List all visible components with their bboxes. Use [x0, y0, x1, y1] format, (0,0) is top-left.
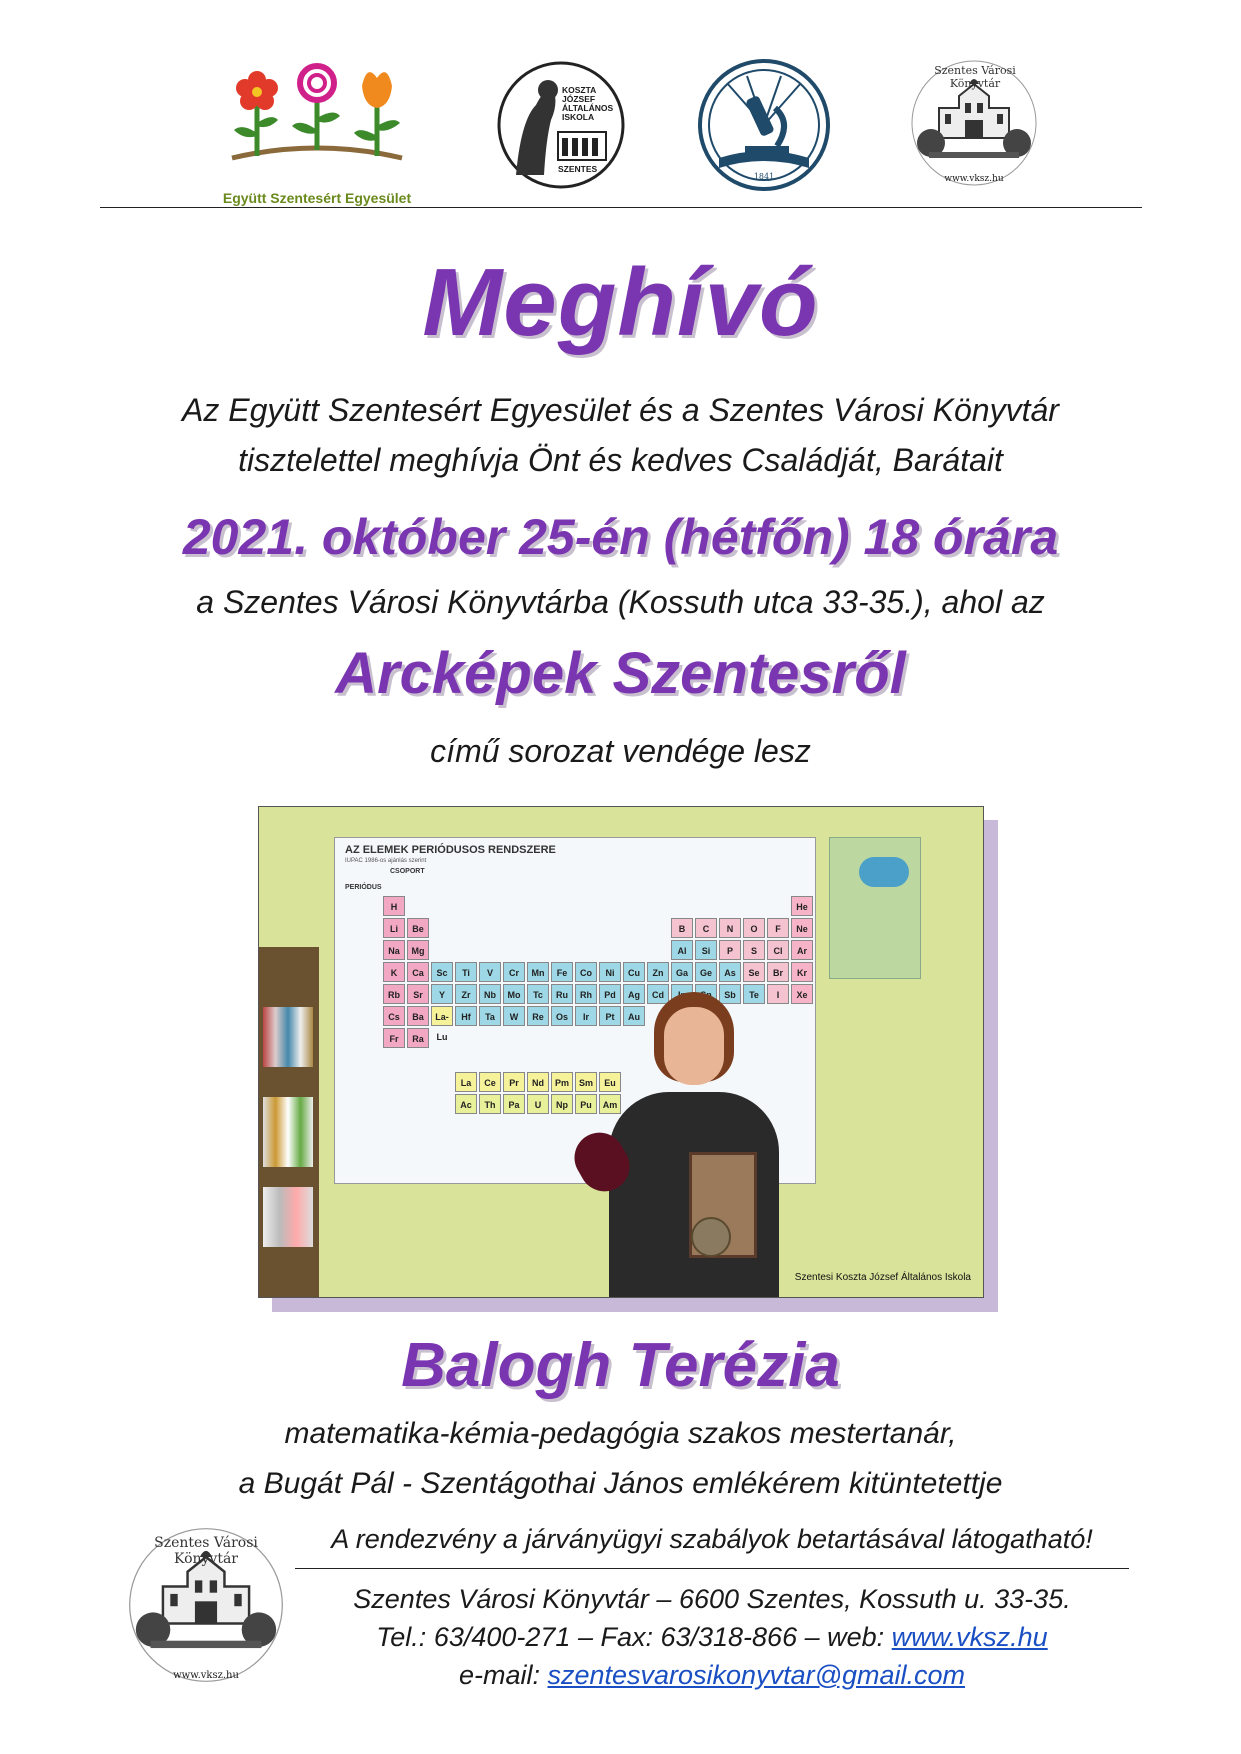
books-row-3 [263, 1187, 313, 1247]
event-venue: a Szentes Városi Könyvtárba (Kossuth utca 33-35.), ahol az [196, 584, 1045, 620]
element-cell: Rh [575, 984, 597, 1004]
element-cell: Pr [503, 1072, 525, 1092]
element-cell: Li [383, 918, 405, 938]
poster-water [859, 857, 909, 887]
group-label: CSOPORT [390, 868, 425, 875]
element-cell: Np [551, 1094, 573, 1114]
element-cell: F [767, 918, 789, 938]
element-cell: Pa [503, 1094, 525, 1114]
element-cell: Kr [791, 962, 813, 982]
element-cell: Sr [407, 984, 429, 1004]
element-cell: Ag [623, 984, 645, 1004]
element-cell: Nb [479, 984, 501, 1004]
element-cell: Pt [599, 1006, 621, 1026]
element-cell: P [719, 940, 741, 960]
guest-desc-1: matematika-kémia-pedagógia szakos mestertanár, [284, 1417, 957, 1450]
medal-icon [691, 1217, 731, 1257]
library-web-text: www.vksz.hu [944, 174, 1004, 184]
element-cell: Ne [791, 918, 813, 938]
koszta-line-1: KOSZTA [562, 85, 597, 95]
element-cell: Pd [599, 984, 621, 1004]
element-cell: Ru [551, 984, 573, 1004]
element-cell: N [719, 918, 741, 938]
element-cell: La [455, 1072, 477, 1092]
element-cell: Ar [791, 940, 813, 960]
footer-library-arc: Szentes Városi Könyvtár [154, 1535, 258, 1567]
footer-address: Szentes Városi Könyvtár – 6600 Szentes, Kossuth u. 33-35. [353, 1584, 1071, 1614]
element-cell: Ce [479, 1072, 501, 1092]
element-cell: Ra [407, 1028, 429, 1048]
element-cell: Hf [455, 1006, 477, 1026]
element-cell: Mg [407, 940, 429, 960]
element-cell: Tc [527, 984, 549, 1004]
element-cell: Os [551, 1006, 573, 1026]
element-cell: Zn [647, 962, 669, 982]
library-logo [909, 58, 1039, 198]
element-cell: Fe [551, 962, 573, 982]
koszta-line-2: JÓZSEF [562, 94, 596, 104]
guest-photo [258, 806, 984, 1298]
element-cell: Fr [383, 1028, 405, 1048]
element-cell: Ti [455, 962, 477, 982]
element-cell: Mn [527, 962, 549, 982]
koszta-text [562, 86, 613, 122]
element-cell: Na [383, 940, 405, 960]
element-cell: H [383, 896, 405, 916]
element-cell: Te [743, 984, 765, 1004]
element-cell: W [503, 1006, 525, 1026]
footer-email-line [295, 1660, 1129, 1691]
element-cell: Sm [575, 1072, 597, 1092]
element-cell: Cu [623, 962, 645, 982]
element-cell: Al [671, 940, 693, 960]
books-row-2 [263, 1097, 313, 1167]
event-date: 2021. október 25-én (hétfőn) 18 órára [182, 509, 1059, 565]
guest-face [664, 1007, 724, 1085]
guest-desc-2: a Bugát Pál - Szentágothai János emlékérem kitüntetettje [238, 1467, 1003, 1500]
element-cell: Au [623, 1006, 645, 1026]
element-cell: I [767, 984, 789, 1004]
egyutt-szentesert-logo [212, 58, 422, 206]
element-cell: Si [695, 940, 717, 960]
element-cell: Co [575, 962, 597, 982]
element-cell: C [695, 918, 717, 938]
email-link[interactable]: szentesvarosikonyvtar@gmail.com [547, 1660, 966, 1690]
koszta-school-logo [496, 60, 626, 190]
series-title: Arcképek Szentesről [335, 641, 906, 706]
element-cell: Rb [383, 984, 405, 1004]
footer-divider [295, 1568, 1129, 1569]
element-cell: Cd [647, 984, 669, 1004]
element-cell: S [743, 940, 765, 960]
logo-row [0, 50, 1241, 206]
health-notice: A rendezvény a járványügyi szabályok betartásával látogatható! [331, 1524, 1093, 1554]
element-cell: Am [599, 1094, 621, 1114]
element-cell: Ni [599, 962, 621, 982]
element-cell: Pm [551, 1072, 573, 1092]
library-arc-text: Szentes Városi Könyvtár [934, 64, 1016, 90]
series-subtitle: című sorozat vendége lesz [430, 733, 811, 769]
element-cell: V [479, 962, 501, 982]
photo-watermark: Szentesi Koszta József Általános Iskola [794, 1272, 971, 1283]
element-cell: He [791, 896, 813, 916]
element-cell: Be [407, 918, 429, 938]
element-cell: Br [767, 962, 789, 982]
element-cell: B [671, 918, 693, 938]
web-link[interactable]: www.vksz.hu [891, 1622, 1048, 1652]
element-cell: Re [527, 1006, 549, 1026]
koszta-bottom: SZENTES [558, 164, 598, 174]
element-cell: Ir [575, 1006, 597, 1026]
footer-library-logo [120, 1525, 292, 1690]
element-cell: Ge [695, 962, 717, 982]
element-cell: Th [479, 1094, 501, 1114]
koszta-line-3: ÁLTALÁNOS [562, 103, 614, 113]
element-cell: Y [431, 984, 453, 1004]
koszta-line-4: ISKOLA [562, 112, 595, 122]
element-cell: Sb [719, 984, 741, 1004]
element-cell: La-Lu [431, 1006, 453, 1026]
school-year: 1841 [753, 172, 775, 181]
element-cell: Mo [503, 984, 525, 1004]
page-title: Meghívó [422, 249, 819, 356]
element-cell: Pu [575, 1094, 597, 1114]
element-cell: Xe [791, 984, 813, 1004]
element-cell: Ta [479, 1006, 501, 1026]
period-label: PERIÓDUS [345, 884, 382, 891]
element-cell: Ac [455, 1094, 477, 1114]
element-cell: Cl [767, 940, 789, 960]
chart-subtitle: IUPAC 1986-os ajánlás szerint [345, 858, 427, 864]
element-cell: Ga [671, 962, 693, 982]
element-cell: K [383, 962, 405, 982]
flowers-icon [212, 58, 422, 183]
element-cell: Sc [431, 962, 453, 982]
element-cell: Cr [503, 962, 525, 982]
school-1841-logo [697, 58, 831, 192]
footer-phone: Tel.: 63/400-271 – Fax: 63/318-866 – web: [376, 1622, 892, 1652]
element-cell: Ca [407, 962, 429, 982]
guest-name: Balogh Terézia [401, 1331, 840, 1400]
element-cell: O [743, 918, 765, 938]
element-cell: Eu [599, 1072, 621, 1092]
egyutt-logo-caption: Együtt Szentesért Egyesület [222, 190, 412, 206]
footer-library-web: www.vksz.hu [173, 1670, 239, 1681]
chart-title: AZ ELEMEK PERIÓDUSOS RENDSZERE [345, 844, 556, 856]
element-cell: U [527, 1094, 549, 1114]
element-cell: Ba [407, 1006, 429, 1026]
footer-contact [295, 1622, 1129, 1653]
element-cell: Zr [455, 984, 477, 1004]
top-divider [100, 207, 1142, 208]
element-cell: Se [743, 962, 765, 982]
books-row-1 [263, 1007, 313, 1067]
footer-email-label: e-mail: [458, 1660, 548, 1690]
element-cell: As [719, 962, 741, 982]
invite-line-1: Az Együtt Szentesért Egyesület és a Szentes Városi Könyvtár [182, 392, 1059, 428]
element-cell: Cs [383, 1006, 405, 1026]
invite-line-2: tisztelettel meghívja Önt és kedves Családját, Barátait [238, 442, 1003, 478]
element-cell: Nd [527, 1072, 549, 1092]
